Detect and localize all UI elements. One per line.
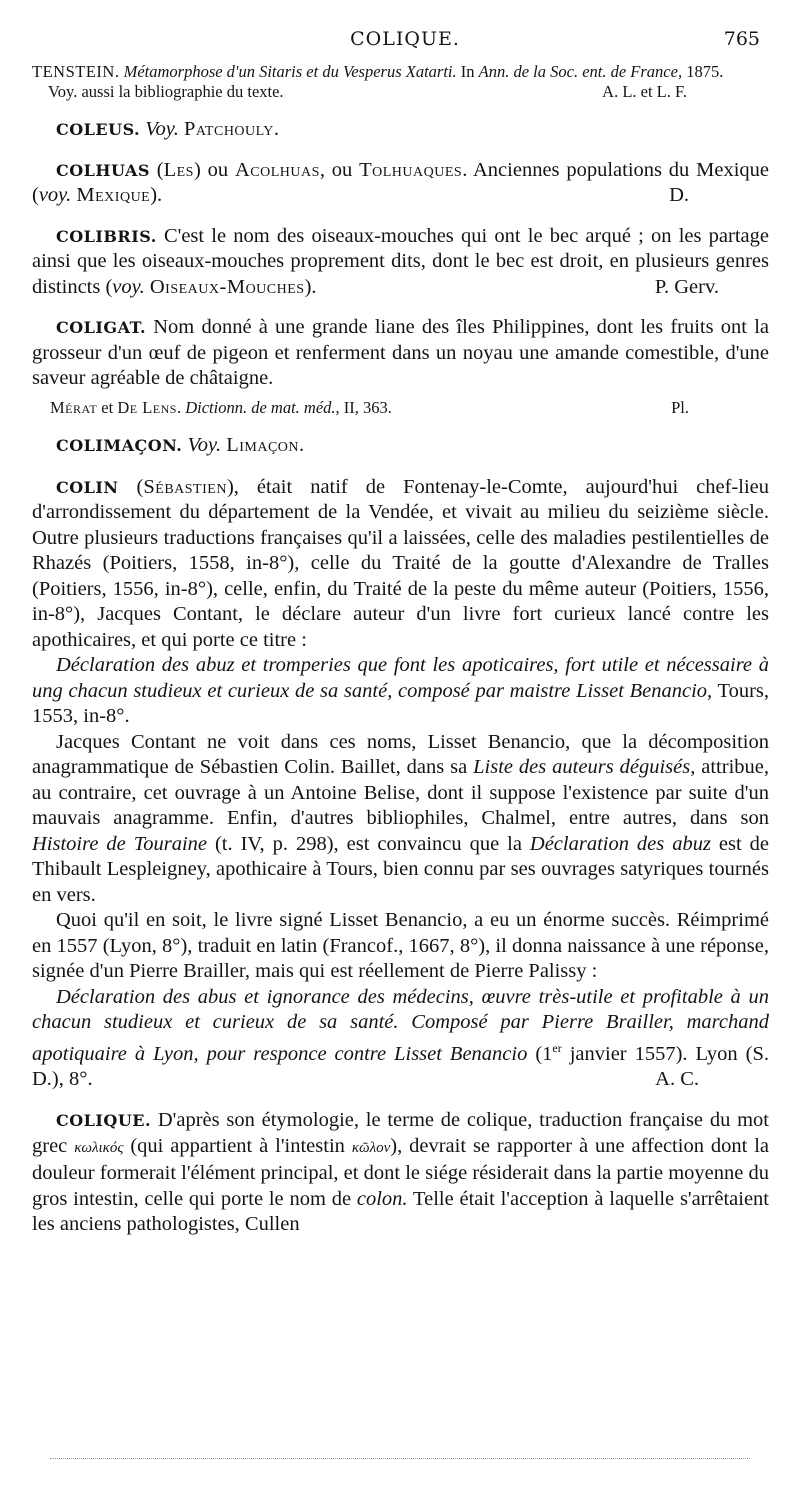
page-header <box>50 28 760 54</box>
colin-quote-title <box>32 653 769 730</box>
bibliography-continuation <box>32 62 769 101</box>
text: , ou <box>319 158 360 181</box>
ref-title: Dictionn. de mat. méd., <box>185 397 340 417</box>
small-caps-sebastien: Sébastien <box>143 475 227 498</box>
headword-coligat: COLIGAT. <box>56 318 147 337</box>
headword-colibris: COLIBRIS. <box>56 226 157 246</box>
ref-author-merat: Mérat <box>50 397 98 417</box>
greek-word: κωλικός <box>74 1139 124 1156</box>
ref-title: Métamorphose d'un Sitaris et du Vesperus Xatarti. <box>123 62 457 81</box>
text: ). <box>150 184 163 206</box>
small-caps-acolhuas: Acolhuas <box>234 158 320 181</box>
text: ). <box>304 275 317 298</box>
text: D'après son étymologie, le terme de colique, traduction française du mot grec <box>32 1109 769 1157</box>
signature-coligat: Pl. <box>671 397 689 417</box>
quoted-title: Déclaration des abus et ignorance des médecins, œuvre très-utile et profitable à un chacun studieux et curieux de sa santé. Composé par Pierre Brailler, marchand apotiquaire à Lyon, pour responce contre Lisset Benancio <box>32 985 769 1065</box>
italic-word: colon. <box>356 1187 408 1210</box>
text: (qui appartient à l'intestin <box>123 1134 352 1157</box>
cross-ref-oiseaux-mouches: Oiseaux-Mouches <box>149 275 305 298</box>
coligat-reference <box>32 398 769 418</box>
entry-colimacon <box>32 433 769 459</box>
text: ) ou <box>193 158 235 181</box>
ref-author-delens: De Lens <box>117 397 177 417</box>
entry-coligat <box>32 315 769 392</box>
colin-paragraph-2 <box>32 730 769 909</box>
signature-colhuas: D. <box>669 184 689 206</box>
text: ( <box>156 158 164 181</box>
ref-mid: In <box>460 62 475 81</box>
ref-author: TENSTEIN. <box>32 62 120 81</box>
quoted-imprint: Tours, 1553, in-8°. <box>32 679 769 727</box>
italic-title: Histoire de Touraine <box>32 832 207 855</box>
running-title: COLIQUE. <box>350 28 460 50</box>
entry-text: C'est le nom des oiseaux-mouches qui ont le bec arqué ; on les partage ainsi que les oiseaux-mouches proprement dits, dont le bec est droit, en plusieurs genres distincts ( <box>32 224 769 298</box>
text: (t. IV, p. 298), est convaincu que la <box>207 832 530 855</box>
text: Jacques Contant ne voit dans ces noms, Lisset Benancio, que la décomposition anagrammatique de Sébastien Colin. Baillet, dans sa <box>32 730 769 778</box>
see-also-text: Voy. aussi la bibliographie du texte. <box>48 81 284 101</box>
quoted-title: Déclaration des abuz et tromperies que font les apoticaires, fort utile et nécessaire à ung chacun studieux et curieux de sa santé, composé par maistre Lisset Benancio, <box>32 654 769 702</box>
text: ( <box>118 475 144 498</box>
text: et <box>97 397 118 417</box>
text: Telle était l'acception à laquelle s'arrêtaient les anciens pathologistes, Cullen <box>32 1187 769 1236</box>
text: ), devrait se rapporter à une affection dont la douleur formerait l'élément principal, et dont le siége résiderait dans la partie moyenne du gros intestin, celle qui porte le nom de <box>32 1134 769 1210</box>
cross-ref-patchouly: Patchouly. <box>183 118 280 140</box>
greek-word: κῶλον <box>351 1139 391 1156</box>
voy-label: voy. <box>112 275 145 298</box>
entry-text: ), était natif de Fontenay-le-Comte, aujourd'hui chef-lieu d'arrondissement du département de la Vendée, et vivait au milieu du seizième siècle. Outre plusieurs traductions françaises qu'il a laissées, celle des maladies pestilentielles de Rhazés (Poitiers, 1558, in-8°), celle du Traité de la goutte d'Alexandre de Tralles (Poitiers, 1556, in-8°), celle, enfin, du Traité de la peste du même auteur (Poitiers, 1556, in-8°), Jacques Contant, le déclare auteur d'un livre fort curieux lancé contre les apothicaires, et qui porte ce titre : <box>32 475 769 651</box>
italic-title: Liste des auteurs déguisés, <box>473 756 696 778</box>
text: II, 363. <box>339 397 392 417</box>
cross-ref-mexique: Mexique <box>76 184 151 206</box>
headword-colhuas: COLHUAS <box>56 160 150 180</box>
italic-title: Déclaration des abuz <box>529 832 711 855</box>
signature-colin: A. C. <box>655 1067 699 1090</box>
text: janvier 1557). Lyon (S. D.), 8°. <box>32 1042 769 1090</box>
see-also-line <box>32 82 769 102</box>
entry-text: Nom donné à une grande liane des îles Philippines, dont les fruits ont la grosseur d'un œuf de pigeon et renferment dans un noyau une amande comestible, d'une saveur agréable de châtaigne. <box>32 316 769 389</box>
ref-year: 1875. <box>686 62 724 81</box>
bibliography-reference <box>32 62 769 82</box>
entry-colique <box>32 1108 769 1238</box>
text: . Anciennes populations du Mexique ( <box>32 158 769 206</box>
text: (1 <box>527 1042 553 1065</box>
voy-label: Voy. <box>187 434 222 456</box>
page-body <box>32 62 769 1238</box>
ref-signature: A. L. et L. F. <box>602 81 687 101</box>
text: attribue, au contraire, cet ouvrage à un Antoine Belise, dont il suppose l'existence par suite d'un mauvais anagramme. Enfin, d'autres bibliophiles, Chalmel, entre autres, dans son <box>32 756 769 829</box>
small-caps-les: Les <box>163 158 194 181</box>
small-caps-tolhuaques: Tolhuaques <box>359 158 463 181</box>
cross-ref-limacon: Limaçon. <box>226 434 305 456</box>
headword-colin: COLIN <box>56 477 119 497</box>
entry-colibris <box>32 224 769 301</box>
signature-colibris: P. Gerv. <box>654 275 719 298</box>
headword-colique: COLIQUE. <box>56 1111 152 1131</box>
entry-colin <box>32 475 769 654</box>
colin-quote-response <box>32 985 769 1093</box>
text: est de Thibault Lespleigney, apothicaire à Tours, bien connu par ses ouvrages satyriques tournés en vers. <box>32 832 769 906</box>
superscript: er <box>552 1040 562 1055</box>
ref-journal: Ann. de la Soc. ent. de France, <box>478 62 683 81</box>
headword-colimacon: COLIMAÇON. <box>56 436 183 455</box>
text: . <box>176 397 186 417</box>
page-number: 765 <box>723 28 760 50</box>
voy-label: voy. <box>38 184 72 206</box>
colin-paragraph-3: Quoi qu'il en soit, le livre signé Lisset Benancio, a eu un énorme succès. Réimprimé en 1557 (Lyon, 8°), traduit en latin (Francof., 1667, 8°), il donna naissance à une réponse, signée d'un Pierre Brailler, mais qui est réellement de Pierre Palissy : <box>32 909 769 982</box>
headword-coleus: COLEUS. <box>56 120 141 139</box>
entry-coleus <box>32 117 769 143</box>
bottom-rule <box>50 1458 750 1459</box>
voy-label: Voy. <box>145 118 179 140</box>
entry-colhuas <box>32 158 769 209</box>
